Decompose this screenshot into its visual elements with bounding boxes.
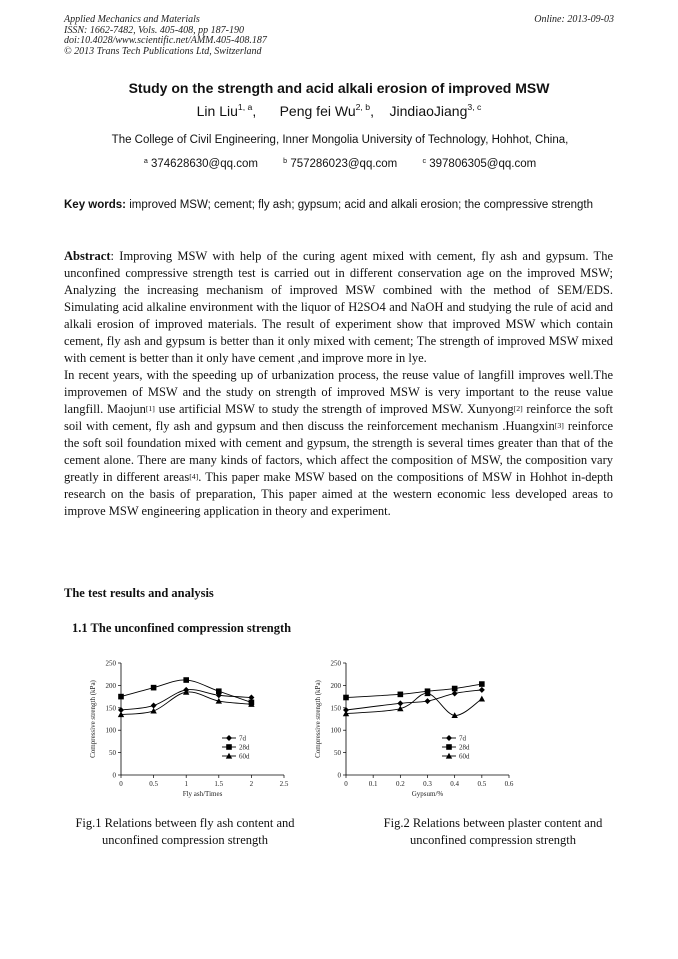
y-tick-label: 50 [334,749,341,758]
email-list [60,158,620,170]
x-tick-label: 1 [184,780,188,788]
x-tick-label: 1.5 [214,780,224,788]
data-point [150,708,156,714]
y-tick-label: 150 [330,704,341,713]
journal-header [64,15,267,57]
legend-label: 60d [459,752,470,761]
y-tick-label: 100 [105,726,116,735]
data-point [446,735,452,741]
legend-label: 60d [239,752,250,761]
legend-label: 7d [459,734,466,743]
y-tick-label: 250 [330,659,341,668]
chart-plot-1 [89,660,289,799]
email-item[interactable]: $^c$ 397806305@qq.com [422,157,537,170]
data-point [479,696,485,702]
legend-label: 28d [239,743,250,752]
citation-ref[interactable]: [3] [554,421,564,430]
subsection-heading: 1.1 The unconfined compression strength [72,621,292,635]
keywords [64,197,613,213]
data-point [151,703,157,709]
data-point [425,698,431,704]
intro-paragraph: In recent years, with the speeding up of urbanization process, the reuse value of langfill improves well.The improvemen of MSW and the study on strength of improved MSW is very important to the reuse value langfill. Maojun[1] use artificial MSW to study the strength of improved MSW. Xunyong[2] reinforce the soft soil with cement, fly ash and gypsum and then discuss the reinforcement mechanism .Huangxin[3] reinforce the soft soil foundation mixed with cement and gypsum, the strength is several times greater than that of the cement alone. There are many kinds of factors, which affect the composition of MSW, the composition vary greatly in different areas[4]. This paper make MSW based on the compositions of MSW in Hohhot in-depth research on the basis of preparation, This paper aimed at the western economic less developed areas to improve MSW engineering application in theory and experiment. [64,368,614,518]
y-tick-label: 0 [112,771,116,780]
copyright: © 2013 Trans Tech Publications Ltd, Switzerland [64,45,262,57]
x-tick-label: 0 [344,780,348,788]
y-axis-label: Compressive strength (kPa) [89,680,97,758]
data-point [452,686,458,692]
abstract [64,248,613,367]
legend-label: 28d [459,743,470,752]
data-point [183,677,189,683]
data-point [226,744,232,750]
author-sup: 3, c [467,102,482,112]
author-sup: 1, a [237,102,253,112]
y-tick-label: 100 [330,726,341,735]
x-axis-label: Gypsum/% [411,790,444,798]
data-point [479,687,485,693]
x-tick-label: 0.5 [149,780,158,788]
x-tick-label: 0.5 [477,780,487,788]
y-tick-label: 50 [109,749,116,758]
citation-ref[interactable]: [4] [189,472,199,481]
data-point [248,694,254,700]
author-list: Lin Liu$^{1, a}$, Peng fei Wu$^{2, b}$, JindiaoJiang$^{3, c}$ [196,102,482,119]
x-tick-label: 0.4 [450,780,460,788]
doi: doi:10.4028/www.scientific.net/AMM.405-408.187 [64,35,267,46]
series-line [346,684,482,697]
data-point [397,700,403,706]
y-tick-label: 200 [330,681,341,690]
x-tick-label: 0.1 [368,780,378,788]
y-tick-label: 250 [105,659,116,668]
x-tick-label: 0.2 [395,780,405,788]
data-point [216,688,222,694]
figure-2-caption: Fig.2 Relations between plaster content and unconfined compression strength [383,816,603,847]
data-point [479,681,485,687]
y-tick-label: 200 [105,681,116,690]
figure-2-chart [312,652,522,807]
y-axis-label: Compressive strength (kPa) [314,680,322,758]
abstract-block [64,248,613,520]
citation-ref[interactable]: [2] [513,404,523,413]
x-tick-label: 2.5 [279,780,289,788]
data-point [446,744,452,750]
legend-label: 7d [239,734,246,743]
data-point [343,695,349,701]
author-name: Peng fei Wu [279,103,356,119]
y-tick-label: 150 [105,704,116,713]
keywords-label: Key words: [64,199,126,211]
y-tick-label: 0 [337,771,341,780]
abstract-label: Abstract [64,249,111,263]
data-point [226,735,232,741]
x-axis-label: Fly ash/Times [182,790,223,798]
affiliation: The College of Civil Engineering, Inner Mongolia University of Technology, Hohhot, China, [111,134,569,146]
journal-name: Applied Mechanics and Materials [64,14,200,25]
online-date: Online: 2013-09-03 [534,14,614,25]
abstract-text: : Improving MSW with help of the curing agent mixed with cement, fly ash and gypsum. The unconfined compressive strength test is carried out in different conservation age on the improved MSW; Analyzing the increasing mechanism of improved MSW combined with the method of SEM/EDS. Simulating acid alkaline environment with the liquor of H2SO4 and NaOH and studying the rule of acid and alkali erosion of improved materials. The result of experiment show that improved MSW which contain cement, fly ash and gypsum is better than it only mixed with cement; The strength of improved MSW mixed with cement is better than it only have cement ,and improve more in lye. [64,249,613,365]
data-point [118,694,124,700]
x-tick-label: 0.6 [504,780,514,788]
email-item[interactable]: $^b$ 757286023@qq.com [283,157,398,170]
author-sup: 2, b [355,102,371,112]
figure-1-caption: Fig.1 Relations between fly ash content and unconfined compression strength [75,816,295,847]
chart-plot-2 [314,660,514,799]
x-tick-label: 2 [249,780,254,788]
author-name: Lin Liu [196,103,238,119]
issn: ISSN: 1662-7482, Vols. 405-408, pp 187-190 [64,24,244,36]
figure-1-chart [84,652,294,807]
x-tick-label: 0 [119,780,123,788]
section-heading: The test results and analysis [64,586,214,600]
citation-ref[interactable]: [1] [145,404,155,413]
author-name: JindiaoJiang [389,103,468,119]
data-point [151,685,157,691]
data-point [398,692,404,698]
email-item[interactable]: $^a$ 374628630@qq.com [143,157,258,170]
data-point [452,690,458,696]
x-tick-label: 0.3 [423,780,432,788]
keywords-text: improved MSW; cement; fly ash; gypsum; acid and alkali erosion; the compressive strength [129,199,594,211]
paper-title: Study on the strength and acid alkali erosion of improved MSW [128,80,550,96]
